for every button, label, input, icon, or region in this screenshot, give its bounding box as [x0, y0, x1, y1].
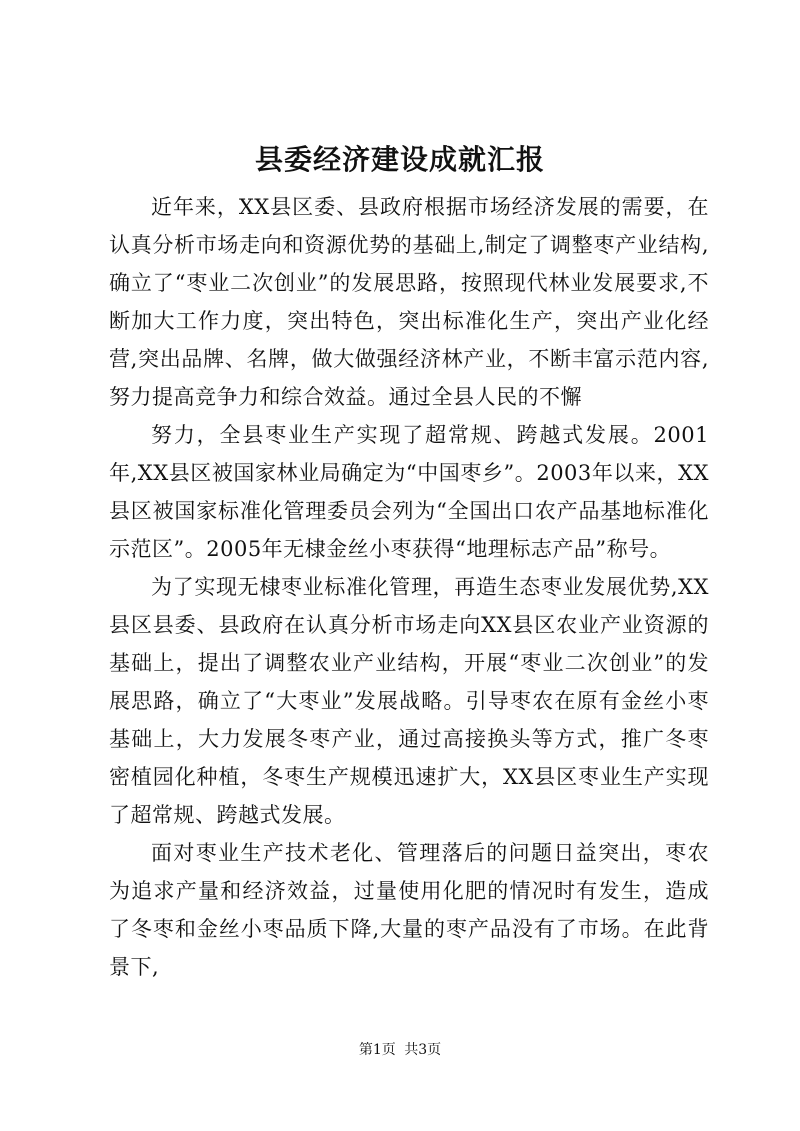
paragraph: 近年来，XX县区委、县政府根据市场经济发展的需要，在认真分析市场走向和资源优势的基础上,制定了调整枣产业结构,确立了“枣业二次创业”的发展思路，按照现代林业发展要求,不断加大工作力度，突出特色，突出标准化生产，突出产业化经营,突出品牌、名牌，做大做强经济林产业，不断丰富示范内容,努力提高竞争力和综合效益。通过全县人民的不懈 — [109, 195, 709, 409]
page-number: 第1页 — [358, 1042, 396, 1058]
paragraph: 为了实现无棣枣业标准化管理，再造生态枣业发展优势,XX县区县委、县政府在认真分析市场走向XX县区农业产业资源的基础上，提出了调整农业产业结构，开展“枣业二次创业”的发展思路，确立了“大枣业”发展战略。引导枣农在原有金丝小枣基础上，大力发展冬枣产业，通过高接换头等方式，推广冬枣密植园化种植，冬枣生产规模迅速扩大，XX县区枣业生产实现了超常规、跨越式发展。 — [109, 575, 709, 827]
paragraph: 努力，全县枣业生产实现了超常规、跨越式发展。2001年,XX县区被国家林业局确定为“中国枣乡”。2003年以来，XX县区被国家标准化管理委员会列为“全国出口农产品基地标准化示范区”。2005年无棣金丝小枣获得“地理标志产品”称号。 — [109, 423, 709, 561]
page-total: 共3页 — [404, 1042, 442, 1058]
document-title: 县委经济建设成就汇报 — [254, 143, 545, 176]
paragraph: 面对枣业生产技术老化、管理落后的问题日益突出，枣农为追求产量和经济效益，过量使用化肥的情况时有发生，造成了冬枣和金丝小枣品质下降,大量的枣产品没有了市场。在此背景下, — [109, 841, 709, 979]
page-footer — [0, 1040, 800, 1060]
document-body — [109, 188, 709, 986]
